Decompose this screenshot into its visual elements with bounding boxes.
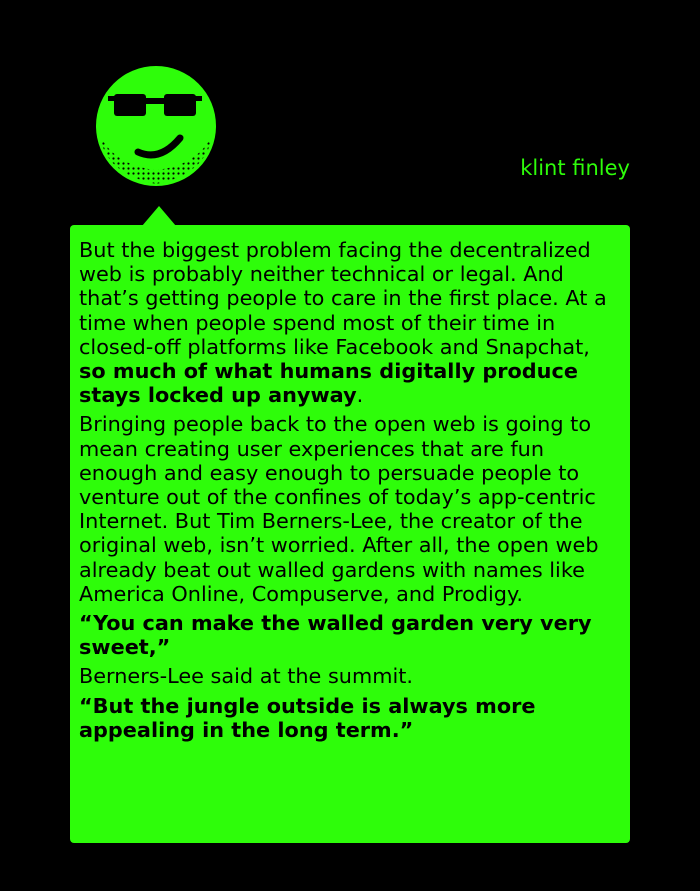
quote-1-close: ” — [156, 635, 171, 660]
quote-2-open: “ — [79, 693, 93, 718]
quote-1 — [79, 611, 622, 659]
quote-1-open: “ — [79, 611, 94, 636]
paragraph-1 — [79, 238, 622, 407]
quote-1-text: You can make the walled garden very very sweet, — [79, 611, 592, 660]
speech-bubble-pointer — [142, 206, 176, 226]
quote-2-text: But the jungle outside is always more appealing in the long term. — [79, 693, 536, 742]
paragraph-1-text: But the biggest problem facing the decentralized web is probably neither technical or legal. And that’s getting people to care in the first place. At a time when people spend most of their time in closed-off platforms like Facebook and Snapchat, — [79, 238, 607, 359]
author-name: klint finley — [520, 156, 630, 180]
speech-bubble — [70, 225, 630, 843]
paragraph-1-end: . — [356, 383, 364, 408]
attribution: Berners-Lee said at the summit. — [79, 664, 414, 689]
paragraph-2: Bringing people back to the open web is going to mean creating user experiences that are fun enough and easy enough to persuade people to venture out of the confines of today’s app-centric Internet. But Tim Berners-Lee, the creator of the original web, isn’t worried. After all, the open web already beat out walled gardens with names like America Online, Compuserve, and Prodigy. — [79, 412, 599, 606]
quote-2 — [79, 694, 622, 742]
paragraph-1-emphasis: so much of what humans digitally produce stays locked up anyway — [79, 359, 578, 408]
quote-2-close: ” — [399, 717, 414, 742]
smiley-sunglasses-icon — [96, 66, 216, 186]
